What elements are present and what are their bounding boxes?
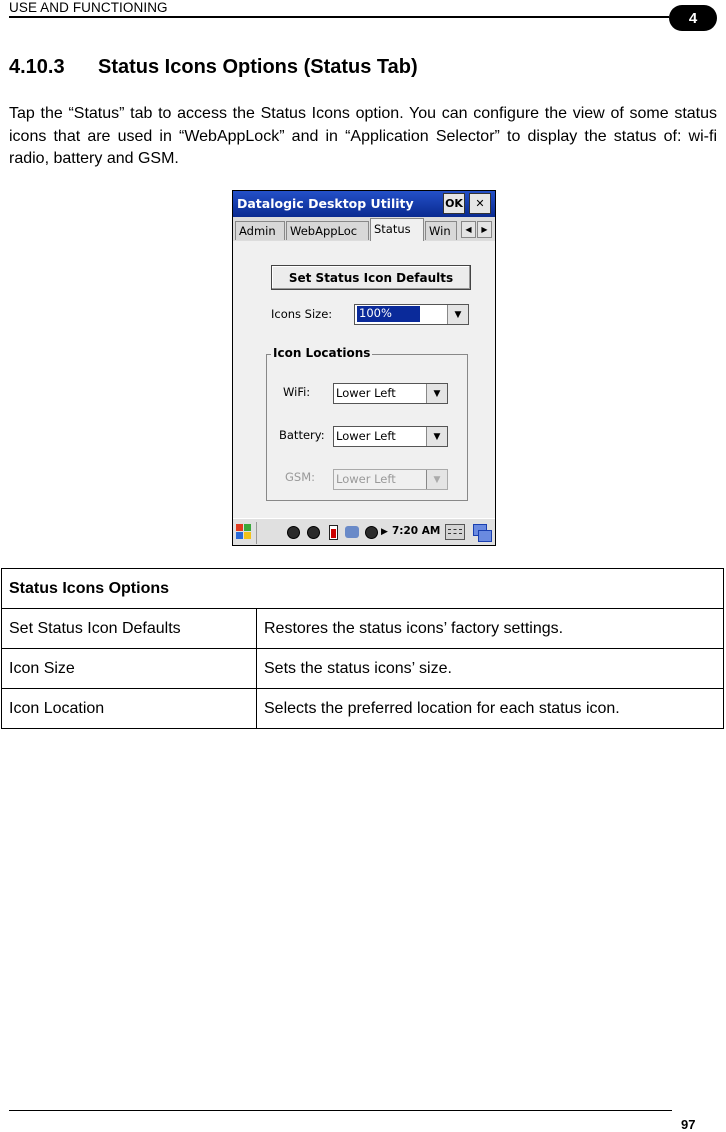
table-title: Status Icons Options	[2, 569, 724, 609]
intro-paragraph: Tap the “Status” tab to access the Status Icons option. You can configure the view of some status icons that are used in “WebAppLock” and in “Application Selector” to display the status of: wi-fi radio, battery and GSM.	[9, 105, 717, 167]
taskbar-separator	[256, 522, 281, 544]
clock[interactable]: 7:20 AM	[392, 525, 441, 537]
device-screenshot	[232, 190, 496, 546]
wifi-location-value: Lower Left	[336, 386, 396, 400]
table-row	[2, 609, 724, 649]
taskbar	[233, 518, 495, 546]
gsm-location-select[interactable]	[333, 469, 448, 490]
chapter-badge: 4	[669, 5, 717, 31]
footer-rule	[9, 1110, 672, 1111]
wifi-status-icon[interactable]	[365, 526, 378, 539]
network-icon-2[interactable]	[307, 526, 320, 539]
ok-button[interactable]: OK	[443, 193, 465, 214]
status-icons-options-table	[1, 568, 724, 729]
icons-size-value: 100%	[357, 306, 420, 322]
tab-scroll-left-icon[interactable]: ◀	[461, 221, 476, 238]
gsm-label: GSM:	[285, 470, 316, 484]
tab-scroll-right-icon[interactable]: ▶	[477, 221, 492, 238]
battery-label: Battery:	[279, 428, 325, 442]
chevron-down-icon: ▼	[426, 384, 447, 403]
option-name: Set Status Icon Defaults	[2, 609, 257, 649]
tab-status[interactable]: Status	[370, 218, 424, 241]
icons-size-select[interactable]	[354, 304, 469, 325]
status-panel	[233, 241, 495, 518]
network-icon[interactable]	[287, 526, 300, 539]
option-description: Restores the status icons’ factory settings.	[257, 609, 724, 649]
table-header-row	[2, 569, 724, 609]
chevron-down-icon: ▼	[426, 427, 447, 446]
table-row	[2, 689, 724, 729]
header-rule	[9, 16, 669, 18]
tab-bar	[233, 217, 495, 242]
chevron-down-icon: ▼	[447, 305, 468, 324]
wifi-label: WiFi:	[283, 385, 311, 399]
option-name: Icon Location	[2, 689, 257, 729]
tab-webapplock[interactable]: WebAppLoc	[286, 221, 369, 240]
tab-admin[interactable]: Admin	[235, 221, 285, 240]
running-title: USE AND FUNCTIONING	[9, 0, 168, 15]
icons-size-label: Icons Size:	[271, 307, 333, 321]
sync-icon[interactable]	[345, 526, 359, 538]
option-name: Icon Size	[2, 649, 257, 689]
battery-location-value: Lower Left	[336, 429, 396, 443]
section-number: 4.10.3	[9, 56, 65, 78]
battery-icon[interactable]	[329, 525, 338, 540]
windows-logo-icon	[235, 522, 253, 542]
window-titlebar	[233, 191, 495, 217]
page-number: 97	[681, 1117, 696, 1132]
start-button[interactable]	[235, 522, 253, 542]
icon-locations-title: Icon Locations	[273, 346, 371, 360]
wifi-location-select[interactable]	[333, 383, 448, 404]
option-description: Sets the status icons’ size.	[257, 649, 724, 689]
section-title: Status Icons Options (Status Tab)	[98, 56, 418, 78]
section-heading	[9, 56, 418, 79]
gsm-location-value: Lower Left	[336, 472, 396, 486]
keyboard-icon[interactable]	[445, 524, 465, 540]
set-defaults-button[interactable]: Set Status Icon Defaults	[271, 265, 471, 290]
close-button[interactable]: ✕	[469, 193, 491, 214]
chevron-down-icon: ▼	[426, 470, 447, 489]
windows-switch-icon[interactable]	[473, 524, 491, 541]
tab-win[interactable]: Win	[425, 221, 457, 240]
window-title: Datalogic Desktop Utility	[237, 196, 414, 211]
table-row	[2, 649, 724, 689]
option-description: Selects the preferred location for each status icon.	[257, 689, 724, 729]
battery-location-select[interactable]	[333, 426, 448, 447]
tray-expand-icon[interactable]: ▶	[381, 527, 388, 537]
